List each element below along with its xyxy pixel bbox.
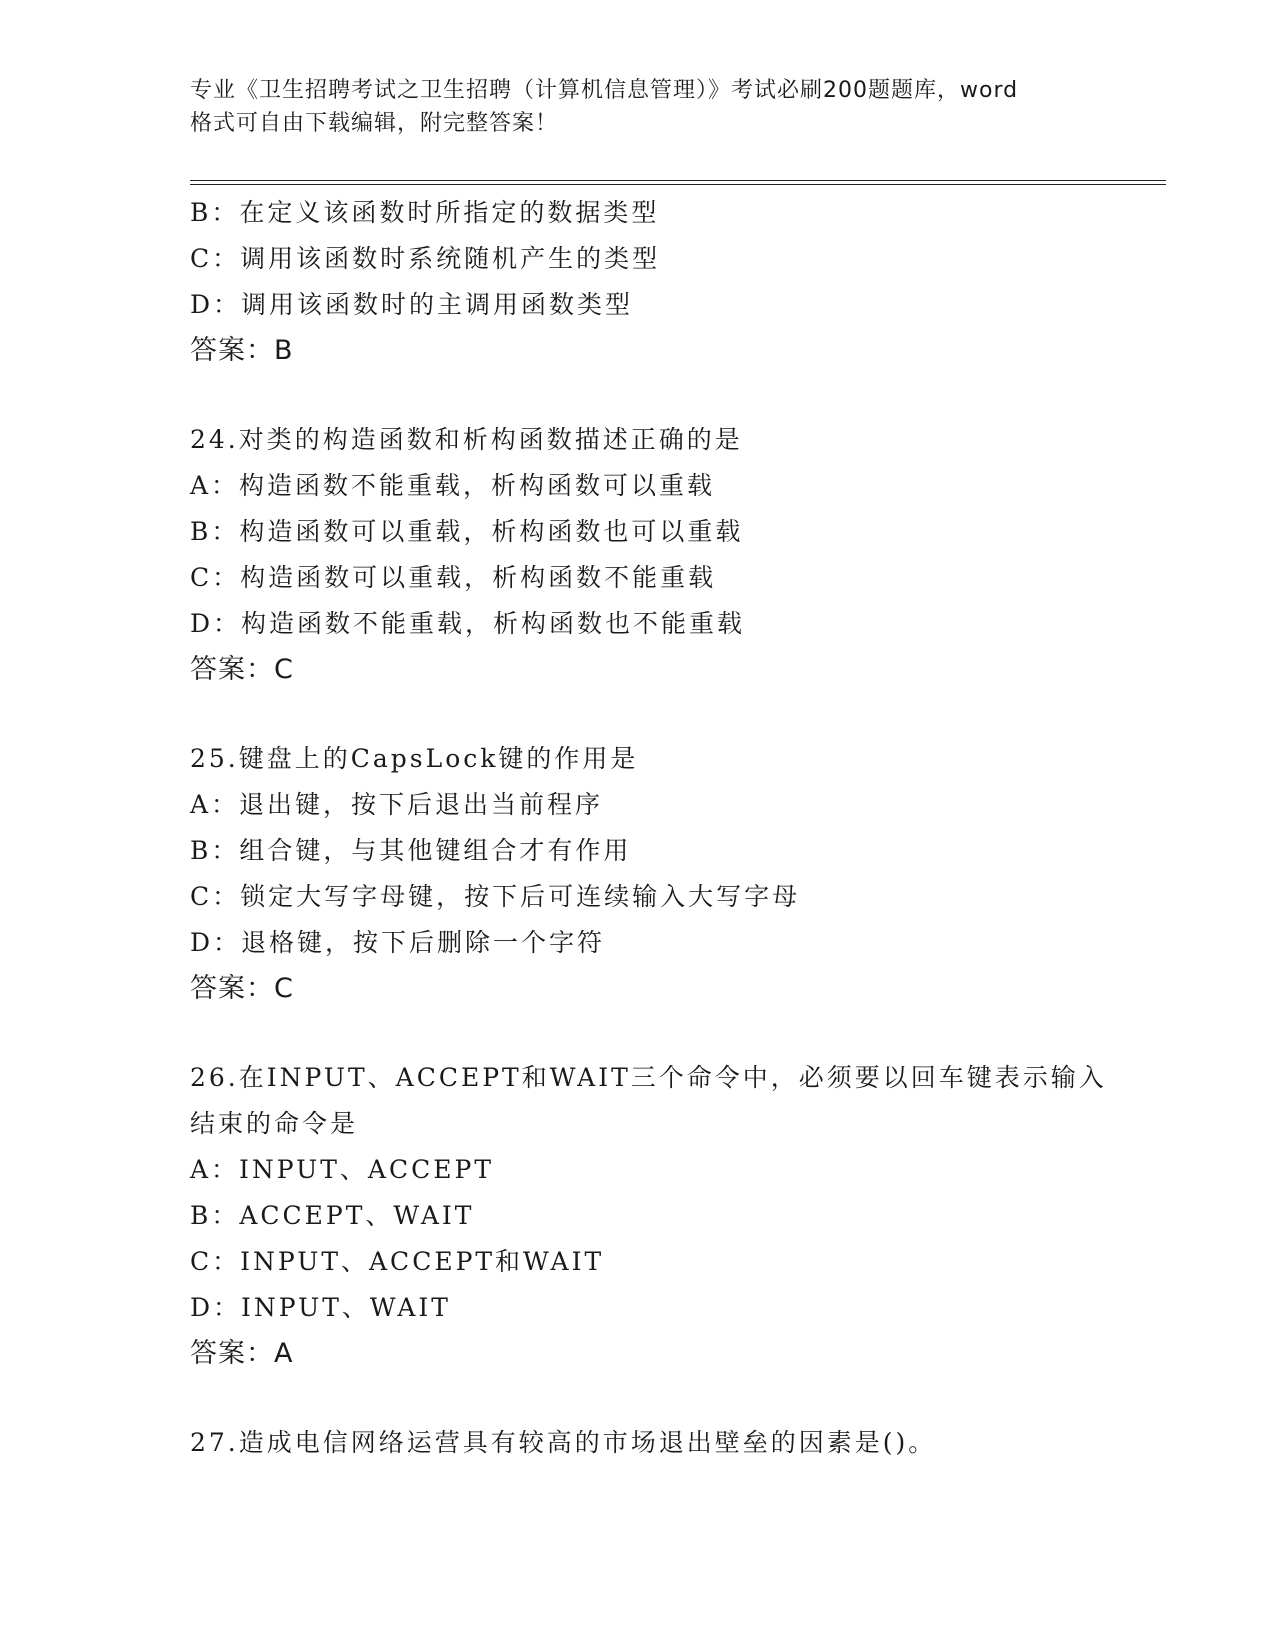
option-c: C：构造函数可以重载，析构函数不能重载	[190, 563, 717, 592]
option-d: D：调用该函数时的主调用函数类型	[190, 290, 634, 319]
option-c: C：INPUT、ACCEPT和WAIT	[190, 1247, 605, 1276]
option-d: D：构造函数不能重载，析构函数也不能重载	[190, 609, 746, 638]
answer-line: 答案：B	[190, 335, 294, 366]
spacer	[190, 1012, 1090, 1055]
question-block-27	[190, 1420, 1090, 1466]
option-c: C：锁定大写字母键，按下后可连续输入大写字母	[190, 882, 801, 911]
option-a: A：退出键，按下后退出当前程序	[190, 790, 604, 819]
answer-line: 答案：C	[190, 973, 294, 1004]
option-a: A：构造函数不能重载，析构函数可以重载	[190, 471, 716, 500]
option-d: D：INPUT、WAIT	[190, 1293, 451, 1322]
question-block-25	[190, 736, 1090, 1012]
spacer	[190, 1377, 1090, 1420]
document-header	[190, 74, 1090, 140]
option-d: D：退格键，按下后删除一个字符	[190, 928, 606, 957]
header-divider	[190, 180, 1166, 185]
question-block-24	[190, 417, 1090, 693]
option-b: B：ACCEPT、WAIT	[190, 1201, 475, 1230]
spacer	[190, 374, 1090, 417]
question-list	[190, 190, 1107, 1466]
option-a: A：INPUT、ACCEPT	[190, 1155, 494, 1184]
option-b: B：构造函数可以重载，析构函数也可以重载	[190, 517, 744, 546]
question-text: 27.造成电信网络运营具有较高的市场退出壁垒的因素是()。	[190, 1428, 937, 1457]
question-block-prev	[190, 190, 1090, 374]
question-block-26	[190, 1055, 1107, 1377]
header-line-1: 专业《卫生招聘考试之卫生招聘（计算机信息管理）》考试必刷200题题库，word	[190, 78, 1019, 103]
answer-line: 答案：A	[190, 1338, 294, 1369]
question-text: 24.对类的构造函数和析构函数描述正确的是	[190, 425, 743, 454]
question-text: 25.键盘上的CapsLock键的作用是	[190, 744, 639, 773]
option-b: B：组合键，与其他键组合才有作用	[190, 836, 632, 865]
spacer	[190, 693, 1090, 736]
header-line-2: 格式可自由下载编辑，附完整答案！	[190, 111, 559, 136]
answer-line: 答案：C	[190, 654, 294, 685]
option-c: C：调用该函数时系统随机产生的类型	[190, 244, 661, 273]
question-text-line-1: 26.在INPUT、ACCEPT和WAIT三个命令中，必须要以回车键表示输入	[190, 1063, 1107, 1092]
question-text-line-2: 结束的命令是	[190, 1109, 359, 1138]
option-b: B：在定义该函数时所指定的数据类型	[190, 198, 660, 227]
